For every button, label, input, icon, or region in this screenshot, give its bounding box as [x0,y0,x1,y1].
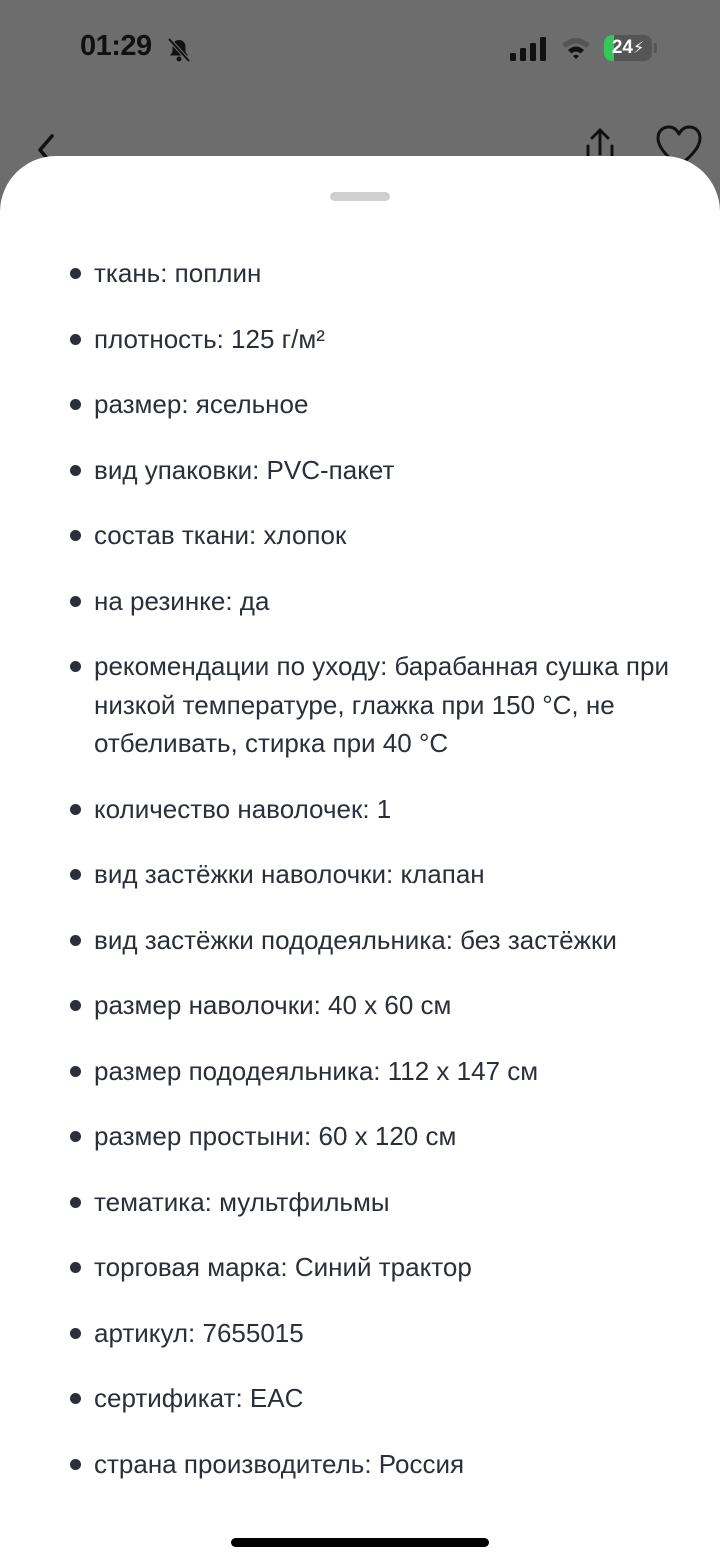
bullet-icon [70,465,81,476]
bullet-icon [70,399,81,410]
spec-text: рекомендации по уходу: барабанная сушка при низкой температуре, глажка при 150 °C, не отбеливать, стирка при 40 °C [94,651,669,758]
bullet-icon [70,1393,81,1404]
spec-item [0,385,720,424]
bullet-icon [70,1197,81,1208]
bullet-icon [70,268,81,279]
spec-item [0,1117,720,1156]
spec-item [0,1183,720,1222]
spec-text: торговая марка: Синий трактор [94,1252,472,1282]
spec-item [0,516,720,555]
bullet-icon [70,804,81,815]
spec-text: артикул: 7655015 [94,1317,304,1348]
spec-item [0,921,720,960]
bullet-icon [70,661,81,672]
spec-item [0,855,720,894]
spec-item [0,790,720,829]
spec-text: на резинке: да [94,585,270,616]
cellular-signal-icon [510,37,548,61]
spec-text: размер пододеяльника: 112 х 147 см [94,1055,539,1086]
home-indicator[interactable] [231,1538,489,1547]
spec-item [0,254,720,293]
battery-indicator [604,35,652,61]
bullet-icon [70,1131,81,1142]
spec-text: тематика: мультфильмы [94,1186,390,1217]
spec-text: ткань: поплин [94,258,262,288]
bullet-icon [70,1328,81,1339]
bullet-icon [70,869,81,880]
bullet-icon [70,935,81,946]
spec-text: количество наволочек: 1 [94,793,392,824]
status-time: 01:29 [80,30,152,62]
sheet-grabber[interactable] [330,192,390,201]
spec-item [0,320,720,359]
status-bar [0,0,720,100]
spec-list [0,254,720,1510]
bottom-sheet [0,156,720,1561]
spec-item [0,647,720,763]
spec-text: состав ткани: хлопок [94,520,347,550]
bullet-icon [70,530,81,541]
bell-slash-icon [166,37,192,63]
spec-text: плотность: 125 г/м² [94,323,325,354]
bullet-icon [70,596,81,607]
bullet-icon [70,1262,81,1273]
wifi-icon [560,35,592,61]
spec-item [0,1314,720,1353]
bullet-icon [70,1459,81,1470]
spec-item [0,1052,720,1091]
spec-text: размер наволочки: 40 х 60 см [94,990,452,1020]
spec-item [0,986,720,1025]
spec-text: вид упаковки: PVC-пакет [94,454,395,485]
spec-text: страна производитель: Россия [94,1448,465,1479]
battery-level: 24 [611,37,633,58]
spec-item [0,1445,720,1484]
bullet-icon [70,1066,81,1077]
spec-item [0,451,720,490]
spec-item [0,582,720,621]
bullet-icon [70,334,81,345]
spec-item [0,1248,720,1287]
charging-bolt-icon: ⚡ [632,40,645,57]
spec-text: размер простыни: 60 х 120 см [94,1121,457,1151]
spec-text: размер: ясельное [94,389,309,419]
spec-text: сертификат: EAC [94,1383,304,1413]
battery-cap [654,43,657,53]
spec-item [0,1379,720,1418]
bullet-icon [70,1000,81,1011]
spec-text: вид застёжки пододеяльника: без застёжки [94,924,617,955]
spec-text: вид застёжки наволочки: клапан [94,859,485,889]
